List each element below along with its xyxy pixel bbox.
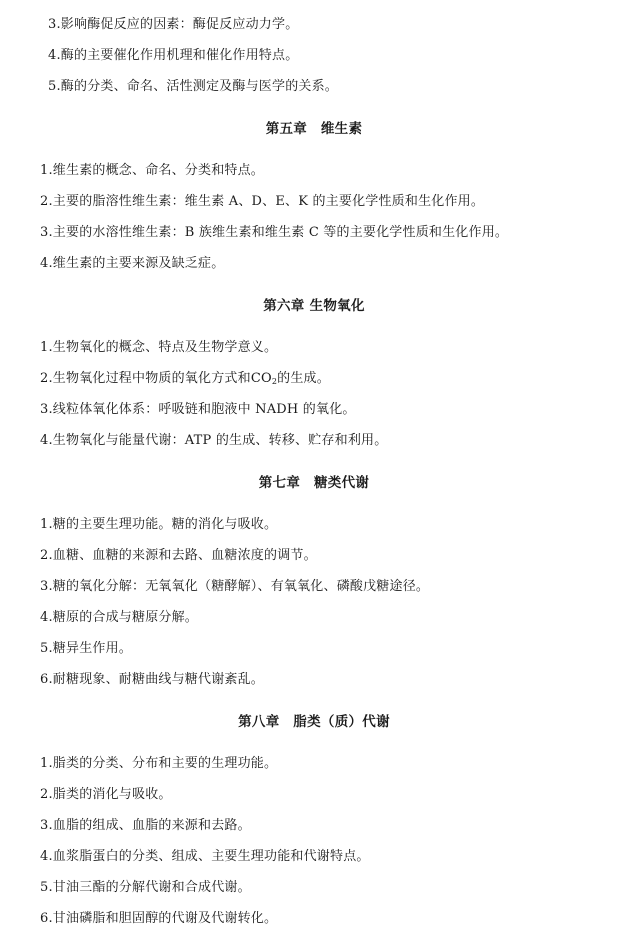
co-text: CO (250, 371, 272, 386)
list-item: 1.糖的主要生理功能。糖的消化与吸收。 (40, 517, 278, 532)
list-item: 3.影响酶促反应的因素：酶促反应动力学。 (48, 17, 299, 32)
list-item: 1.生物氧化的概念、特点及生物学意义。 (40, 340, 278, 355)
list-item: 3.线粒体氧化体系：呼吸链和胞液中 NADH 的氧化。 (40, 402, 356, 417)
list-item: 5.糖异生作用。 (40, 641, 133, 656)
list-item: 4.血浆脂蛋白的分类、组成、主要生理功能和代谢特点。 (40, 849, 370, 864)
chapter-heading: 第六章 生物氧化 (263, 298, 365, 314)
list-item: 5.酶的分类、命名、活性测定及酶与医学的关系。 (48, 79, 339, 94)
list-item: 1.脂类的分类、分布和主要的生理功能。 (40, 756, 278, 771)
list-item: 4.生物氧化与能量代谢：ATP 的生成、转移、贮存和利用。 (40, 433, 388, 448)
list-item: 3.糖的氧化分解：无氧氧化（糖酵解）、有氧氧化、磷酸戊糖途径。 (40, 579, 430, 594)
chapter-heading: 第五章 维生素 (265, 121, 363, 137)
list-item: 6.甘油磷脂和胆固醇的代谢及代谢转化。 (40, 911, 278, 926)
list-item-tail: 的生成。 (277, 371, 330, 386)
chapter-heading: 第七章 糖类代谢 (258, 475, 370, 491)
list-item: 4.糖原的合成与糖原分解。 (40, 610, 199, 625)
list-item: 4.酶的主要催化作用机理和催化作用特点。 (48, 48, 299, 63)
list-item: 1.维生素的概念、命名、分类和特点。 (40, 163, 265, 178)
list-item: 4.维生素的主要来源及缺乏症。 (40, 256, 225, 271)
list-item: 6.耐糖现象、耐糖曲线与糖代谢紊乱。 (40, 672, 265, 687)
list-item (40, 371, 330, 387)
co2-formula (251, 371, 277, 386)
list-item: 3.血脂的组成、血脂的来源和去路。 (40, 818, 251, 833)
list-item: 2.主要的脂溶性维生素：维生素 A、D、E、K 的主要化学性质和生化作用。 (40, 194, 485, 209)
list-item: 5.甘油三酯的分解代谢和合成代谢。 (40, 880, 251, 895)
list-item: 2.血糖、血糖的来源和去路、血糖浓度的调节。 (40, 548, 317, 563)
chapter-heading: 第八章 脂类（质）代谢 (238, 714, 390, 730)
list-item: 2.脂类的消化与吸收。 (40, 787, 172, 802)
subscript-2: 2 (271, 377, 278, 386)
list-item-text: 2.生物氧化过程中物质的氧化方式和 (40, 371, 251, 386)
list-item: 3.主要的水溶性维生素：B 族维生素和维生素 C 等的主要化学性质和生化作用。 (40, 225, 509, 240)
